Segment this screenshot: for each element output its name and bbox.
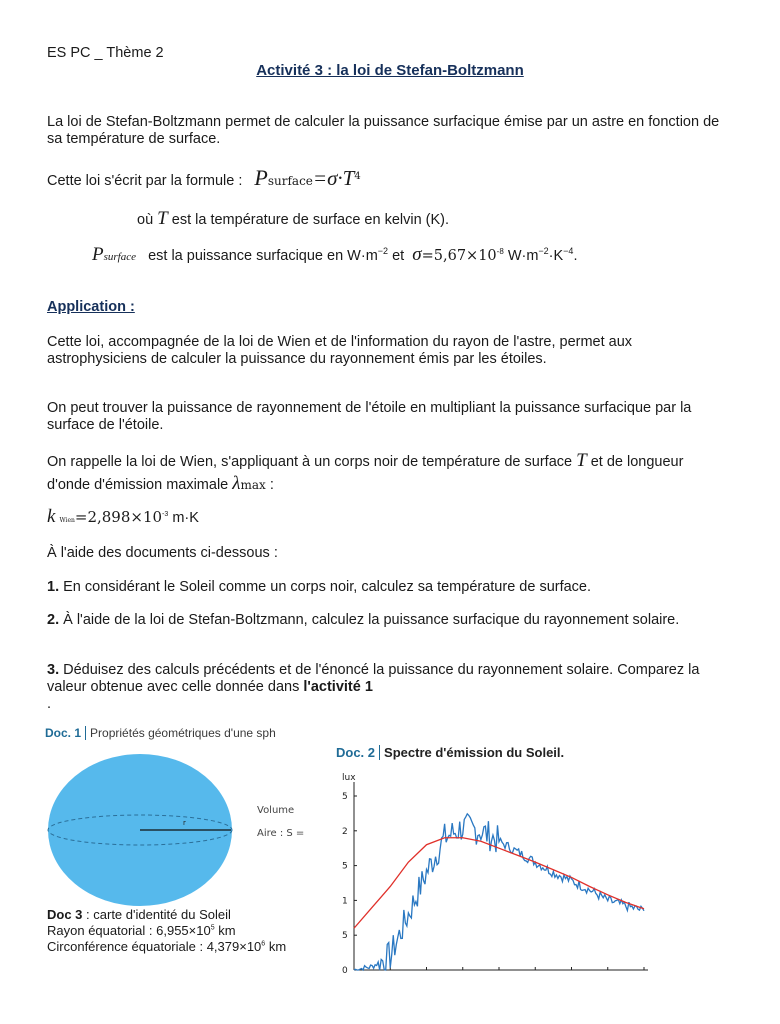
doc1-sphere [45, 752, 305, 910]
blackbody-curve-line [354, 838, 644, 928]
radius-label: r [183, 819, 186, 827]
wien-formula: k $Wien=2,898\times 10^{-3}$ m·K [47, 506, 199, 527]
header-text: ES PC _ Thème 2 [47, 45, 164, 61]
doc2-header: Doc. 2 Spectre d'émission du Soleil. [336, 745, 565, 760]
y-tick-label: 5 [342, 792, 348, 802]
area-label: Aire : S = [257, 828, 305, 839]
wien-intro: On rappelle la loi de Wien, s'appliquant à un corps noir de température de surface T et de longueur d'onde d'émission maximale λmax : [47, 450, 684, 494]
y-tick-label: 5 [342, 861, 348, 872]
def-T-line: où T est la température de surface en kelvin (K). [137, 208, 450, 229]
application-heading: Application : [47, 299, 135, 315]
formula-P: P [254, 165, 268, 190]
y-ticks [342, 792, 357, 976]
docs-intro: À l'aide des documents ci-dessous : [47, 545, 278, 561]
y-tick-label: 1 [342, 896, 348, 907]
page-title: Activité 3 : la loi de Stefan-Boltzmann [256, 62, 524, 79]
volume-label: Volume [257, 805, 295, 816]
formula-eq: =σ·T [312, 166, 355, 190]
formula-sub: surface [267, 174, 313, 188]
application-p2: On peut trouver la puissance de rayonnement de l'étoile en multipliant la puissance surfacique par la surface de l'étoile. [47, 400, 692, 433]
y-tick-label: 5 [342, 931, 348, 942]
intro-paragraph: La loi de Stefan-Boltzmann permet de calculer la puissance surfacique émise par un astre en fonction de sa température de surface. [47, 114, 720, 147]
formula-line [47, 165, 727, 190]
question-2: 2. À l'aide de la loi de Stefan-Boltzmann, calculez la puissance surfacique du rayonnement solaire. [47, 612, 680, 628]
doc2-spectrum-chart [336, 768, 652, 982]
question-3: 3. Déduisez des calculs précédents et de l'énoncé la puissance du rayonnement solaire. Comparez la valeur obtenue avec celle donnée dans l'activité 1 . [47, 662, 700, 712]
formula-exp: 4 [354, 171, 361, 183]
question-1: 1. En considérant le Soleil comme un corps noir, calculez sa température de surface. [47, 579, 592, 595]
def-P-line: Psurface est la puissance surfacique en $W\cdot m^{-2}$ et $\sigma=5,67\times 10^{-8}$ $W\cdot m^{-2}\cdot K^{-4}$. [92, 244, 578, 265]
doc1-header: Doc. 1 Propriétés géométriques d'une sph [45, 726, 276, 740]
formula-lead: Cette loi s'écrit par la formule : [47, 173, 243, 189]
y-axis-label: lux [342, 773, 356, 783]
y-tick-label: 2 [342, 826, 348, 837]
doc3-card: Doc 3 : carte d'identité du Soleil Rayon équatorial : $6,955\times 10^5$ km Circonférence équatoriale : $4,379\times 10^6$ km [47, 907, 287, 954]
application-p1: Cette loi, accompagnée de la loi de Wien et de l'information du rayon de l'astre, permet aux astrophysiciens de calculer la puissance du rayonnement émis par les étoiles. [47, 334, 633, 367]
y-tick-label: 0 [342, 966, 348, 976]
